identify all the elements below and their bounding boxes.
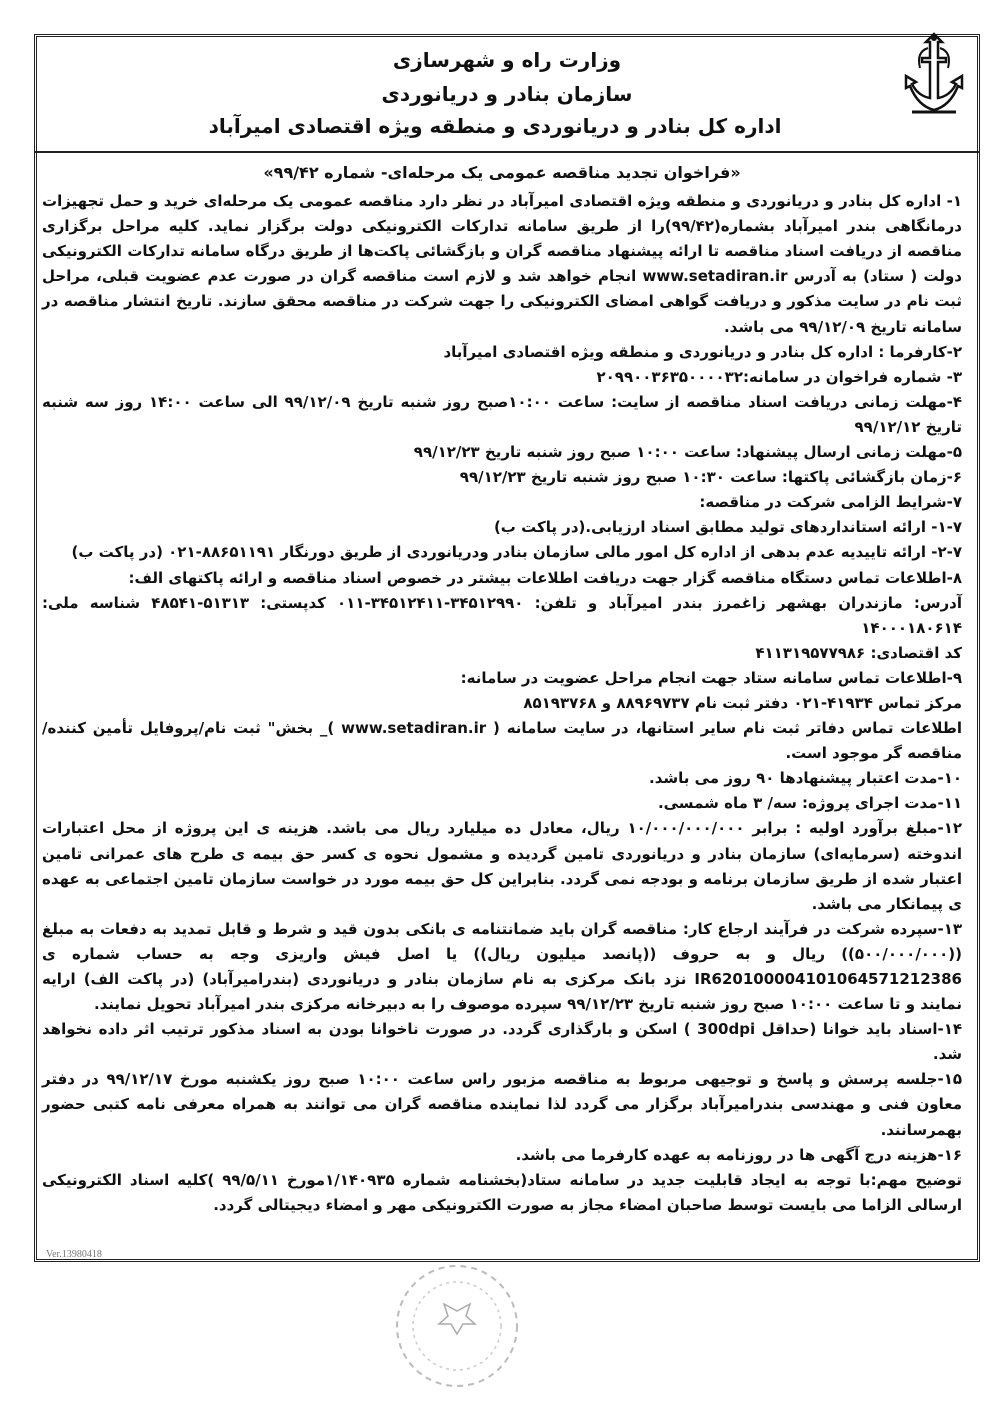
economic-code: کد اقتصادی: ۴۱۱۳۱۹۵۷۷۹۸۶ [755,643,962,662]
paragraph-1: ۱- اداره کل بنادر و دریانوردی و منطقه ویژه اقتصادی امیرآباد در نظر دارد مناقصه عمومی یک مرحله‌ای خرید و حمل تجهیزات درمانگاهی بندر امیرآباد بشماره(۹۹/۴۲)را از طریق سامانه تدارکات الکترونیکی دولت برگزار نماید. کلیه مراحل برگزاری مناقصه از دریافت اسناد مناقصه تا ارائه پیشنهاد مناقصه گران و بازگشائی پاکت‌ها از طریق درگاه سامانه تدارکات الکترونیکی دولت ( ستاد) به آدرس www.setadiran.ir انجام خواهد شد و لازم است مناقصه گران در صورت عدم عضویت قبلی، مراحل ثبت نام در سایت مذکور و دریافت گواهی امضای الکترونیکی را جهت شرکت در مناقصه محقق سازند. تاریخ انتشار مناقصه در سامانه تاریخ ۹۹/۱۲/۰۹ می باشد. [42,192,962,336]
paragraph-13: ۱۳-سپرده شرکت در فرآیند ارجاع کار: مناقصه گران باید ضمانتنامه ی بانکی بدون قید و شرط و قابل تمدید به دفعات به مبلغ ((۵۰۰/۰۰۰/۰۰۰)) ریال و به حروف ((پانصد میلیون ریال)) یا اصل فیش واریزی وجه به حساب شماره ی IR620100004101064571212386 نزد بانک مرکزی به نام سازمان بنادر و دریانوردی (بندرامیرآباد) (در پاکت الف) ارایه نمایند و تا ساعت ۱۰:۰۰ صبح روز شنبه تاریخ ۹۹/۱۲/۲۳ سپرده موصوف را به دبیرخانه مرکزی بندر امیرآباد تحویل نمایند. [42,919,962,1014]
paragraph-10: ۱۰-مدت اعتبار پیشنهادها ۹۰ روز می باشد. [649,769,962,788]
ministry-name: وزارت راه و شهرسازی [392,48,622,72]
paragraph-3: ۳- شماره فراخوان در سامانه:۲۰۹۹۰۰۳۶۳۵۰۰۰۰۳۲ [596,367,962,386]
paragraph-15: ۱۵-جلسه پرسش و پاسخ و توجیهی مربوط به مناقصه مزبور راس ساعت ۱۰:۰۰ صبح روز یکشنبه مورخ ۹۹/۱۲/۱۷ در دفتر معاون فنی و مهندسی بندرامیرآباد برگزار می گردد لذا نماینده مناقصه گران می توانند به همراه معرفی نامه کتبی حضور بهمرسانند. [42,1070,962,1139]
paragraph-6: ۶-زمان بازگشائی پاکتها: ساعت ۱۰:۳۰ صبح روز شنبه تاریخ ۹۹/۱۲/۲۳ [459,468,962,487]
paragraph-16: ۱۶-هزینه درج آگهی ها در روزنامه به عهده کارفرما می باشد. [515,1145,962,1164]
paragraph-9: ۹-اطلاعات تماس سامانه ستاد جهت انجام مراحل عضویت در سامانه: [460,668,962,687]
paragraph-14: ۱۴-اسناد باید خوانا (حداقل 300dpi ) اسکن و بارگذاری گردد. در صورت ناخوانا بودن به اسناد مذکور ترتیب اثر داده نخواهد شد. [42,1020,963,1064]
header-divider [34,151,980,153]
paragraph-7: ۷-شرایط الزامی شرکت در مناقصه: [699,493,962,512]
paragraph-8: ۸-اطلاعات تماس دستگاه مناقصه گزار جهت دریافت اطلاعات بیشتر در خصوص اسناد مناقصه و ارائه پاکتهای الف: [128,568,962,587]
important-note: توضیح مهم:با توجه به ایجاد قابلیت جدید در سامانه ستاد(بخشنامه شماره ۱/۱۴۰۹۳۵مورخ ۹۹/۵/۱۱ )کلیه اسناد الکترونیکی ارسالی الزاما می بایست توسط صاحبان امضاء مجاز به صورت الکترونیکی مهر و امضاء دیجیتالی گردد. [42,1170,963,1214]
round-seal-stamp-icon [392,1234,522,1400]
paragraph-2: ۲-کارفرما : اداره کل بنادر و دریانوردی و منطقه ویژه اقتصادی امیرآباد [443,342,962,361]
paragraph-5: ۵-مهلت زمانی ارسال پیشنهاد: ساعت ۱۰:۰۰ صبح روز شنبه تاریخ ۹۹/۱۲/۲۳ [413,443,962,462]
registration-offices: اطلاعات تماس دفاتر ثبت نام سایر استانها، در سایت سامانه ( www.setadiran.ir )_ بخش" ثبت نام/پروفایل تأمین کننده/مناقصه گر موجود است. [42,719,962,763]
version-label: Ver.13980418 [46,1249,102,1260]
department-name: اداره کل بنادر و دریانوردی و منطقه ویژه اقتصادی امیرآباد [208,114,782,138]
paragraph-7-1: ۱-۷- ارائه استانداردهای تولید مطابق اسناد ارزیابی.(در پاکت ب) [493,518,962,537]
paragraph-12: ۱۲-مبلغ برآورد اولیه : برابر ۱۰/۰۰۰/۰۰۰/۰۰۰ ریال، معادل ده میلیارد ریال می باشد. هزینه ی این پروژه از محل اعتبارات اندوخته (سرمایه‌ای) سازمان بنادر و دریانوردی تامین گردیده و مشمول نحوه ی کسر حق بیمه ی طرح های عمرانی تامین اعتبار شده از طریق سازمان برنامه و بودجه نمی گردد. بنابراین کل حق بیمه مورد در خواست سازمان تامین اجتماعی به عهده ی پیمانکار می باشد. [42,819,962,913]
call-center: مرکز تماس ۴۱۹۳۴-۰۲۱ دفتر ثبت نام ۸۸۹۶۹۷۳۷ و ۸۵۱۹۳۷۶۸ [523,693,962,712]
letterhead [34,38,980,150]
tender-notice-body [42,160,962,1218]
paragraph-11: ۱۱-مدت اجرای پروژه: سه/ ۳ ماه شمسی. [657,794,962,813]
contact-address: آدرس: مازندران بهشهر زاغمرز بندر امیرآباد و تلفن: ۳۴۵۱۲۹۹۰-۳۴۵۱۲۴۱۱-۰۱۱ کدپستی: ۵۱۳۱۳-۴۸۵۴۱ شناسه ملی: ۱۴۰۰۰۱۸۰۶۱۴ [42,593,962,637]
organization-name: سازمان بنادر و دریانوردی [381,82,633,106]
anchor-emblem-icon [902,28,966,118]
paragraph-4: ۴-مهلت زمانی دریافت اسناد مناقصه از سایت: ساعت ۱۰:۰۰صبح روز شنبه تاریخ ۹۹/۱۲/۰۹ الی ساعت ۱۴:۰۰ روز سه شنبه تاریخ ۹۹/۱۲/۱۲ [42,392,963,436]
paragraph-7-2: ۲-۷- ارائه تاییدیه عدم بدهی از اداره کل امور مالی سازمان بنادر ودریانوردی از طریق دورنگار ۸۸۶۵۱۱۹۱-۰۲۱ (در پاکت ب) [71,543,962,562]
notice-title: «فراخوان تجدید مناقصه عمومی یک مرحله‌ای- شماره ۹۹/۴۲» [263,163,741,182]
